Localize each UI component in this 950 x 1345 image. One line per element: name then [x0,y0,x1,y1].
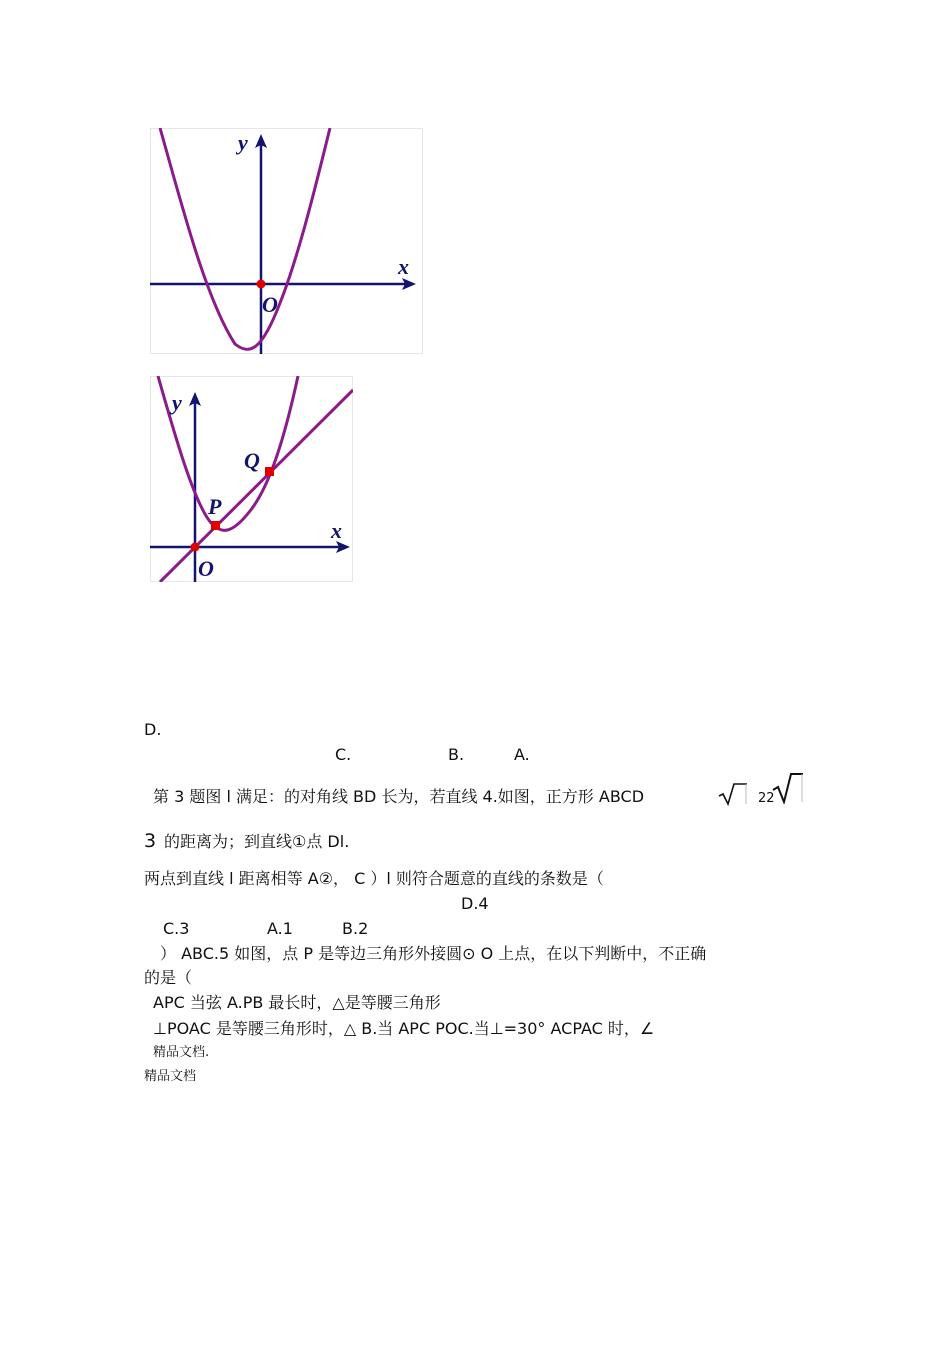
point-q-label: Q [244,448,260,473]
option-a: A. [514,745,530,764]
question-5-line-4: ⊥POAC 是等腰三角形时，△ B.当 APC POC.当⊥=30° ACPAC 时，∠ [153,1019,655,1038]
question-4-option-d: D.4 [461,894,489,913]
sqrt-symbol-icon [718,782,748,806]
question-5-line-3: APC 当弦 A.PB 最长时，△是等腰三角形 [153,993,441,1012]
question-5-line-2: 的是（ [144,968,193,987]
question-4-option-a: A.1 [267,919,293,938]
question-4-subscript: 22 [758,791,775,806]
origin-label: O [198,556,214,581]
question-4-line-3: 两点到直线 l 距离相等 A②， C ）l 则符合题意的直线的条数是（ [144,869,604,888]
parabola-line-figure [150,376,353,582]
parabola-figure [150,128,423,354]
question-4-line-1: 第 3 题图 l 满足：的对角线 BD 长为，若直线 4.如图，正方形 ABCD [153,787,645,806]
option-b: B. [448,745,465,764]
question-4-line-2: 的距离为；到直线①点 Dl. [164,832,350,851]
point-p-marker [211,521,220,530]
question-5-line-1: ） ABC.5 如图，点 P 是等边三角形外接圆⊙ O 上点，在以下判断中，不正确 [160,944,707,963]
question-4-option-c: C.3 [163,919,190,938]
option-d-line: D. [144,720,162,739]
footer-text-2: 精品文档 [144,1069,197,1084]
question-4-number: 3 [144,830,157,852]
origin-point [191,543,200,552]
footer-text-1: 精品文档. [153,1045,210,1060]
y-axis-label: y [172,390,182,415]
origin-label: O [262,292,278,317]
point-q-marker [265,467,274,476]
origin-point [257,280,266,289]
y-axis-label: y [238,130,248,155]
x-axis-label: x [331,518,342,543]
question-4-option-b: B.2 [342,919,369,938]
x-axis-label: x [398,254,409,279]
sqrt-symbol-icon [772,772,804,804]
option-c: C. [335,745,352,764]
point-p-label: P [208,494,222,519]
